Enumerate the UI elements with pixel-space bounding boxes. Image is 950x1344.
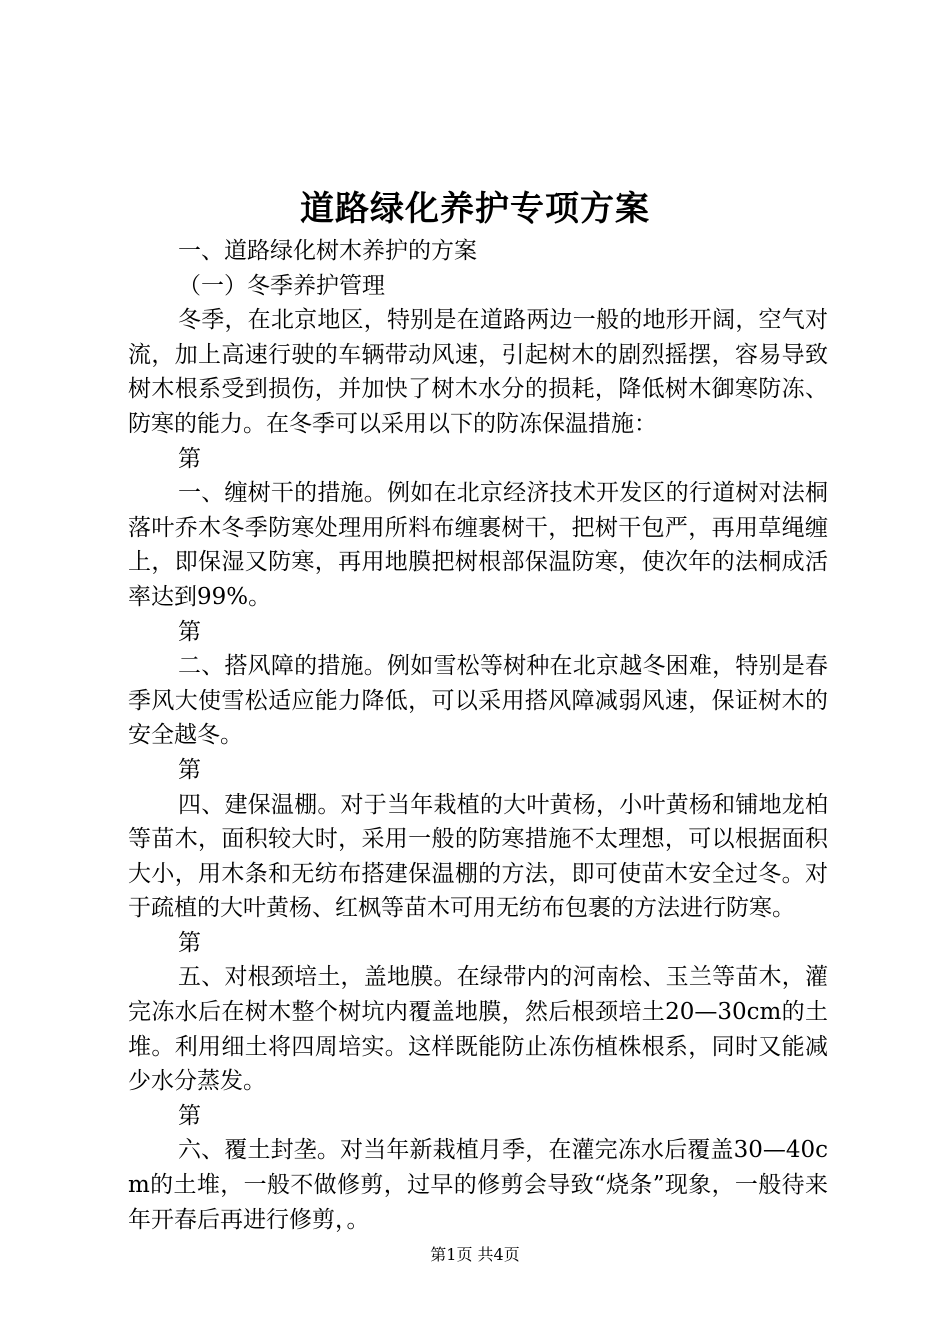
page-number-footer: 第1页 共4页: [430, 1245, 520, 1264]
paragraph-ordinal: 第: [178, 445, 201, 472]
document-body: [128, 234, 828, 1237]
heading-section-1: 一、道路绿化树木养护的方案: [178, 238, 477, 264]
paragraph-ordinal: 第: [178, 929, 201, 956]
paragraph-measure-4: 四、建保温棚。对于当年栽植的大叶黄杨，小叶黄杨和铺地龙柏等苗木，面积较大时，采用一般的防寒措施不太理想，可以根据面积大小，用木条和无纺布搭建保温棚的方法，即可使苗木安全过冬。对于疏植的大叶黄杨、红枫等苗木可用无纺布包裹的方法进行防寒。: [128, 791, 828, 922]
document-title: 道路绿化养护专项方案: [300, 189, 650, 229]
paragraph-intro: 冬季，在北京地区，特别是在道路两边一般的地形开阔，空气对流，加上高速行驶的车辆带动风速，引起树木的剧烈摇摆，容易导致树木根系受到损伤，并加快了树木水分的损耗，降低树木御寒防冻、防寒的能力。在冬季可以采用以下的防冻保温措施：: [128, 307, 828, 437]
paragraph-measure-6: 六、覆土封垄。对当年新栽植月季，在灌完冻水后覆盖30—40cm的土堆，一般不做修剪，过早的修剪会导致“烧条”现象，一般待来年开春后再进行修剪，。: [128, 1137, 828, 1233]
paragraph-measure-2: 二、搭风障的措施。例如雪松等树种在北京越冬困难，特别是春季风大使雪松适应能力降低，可以采用搭风障减弱风速，保证树木的安全越冬。: [128, 653, 828, 749]
heading-subsection-winter: （一）冬季养护管理: [178, 272, 385, 299]
paragraph-ordinal: 第: [178, 1102, 201, 1129]
paragraph-ordinal: 第: [178, 756, 201, 783]
paragraph-ordinal: 第: [178, 618, 201, 645]
paragraph-measure-5: 五、对根颈培土，盖地膜。在绿带内的河南桧、玉兰等苗木，灌完冻水后在树木整个树坑内覆盖地膜，然后根颈培土20—30cm的土堆。利用细土将四周培实。这样既能防止冻伤植株根系，同时又能减少水分蒸发。: [128, 964, 828, 1095]
paragraph-measure-1: 一、缠树干的措施。例如在北京经济技术开发区的行道树对法桐落叶乔木冬季防寒处理用所料布缠裹树干，把树干包严，再用草绳缠上，即保湿又防寒，再用地膜把树根部保温防寒，使次年的法桐成活率达到99%。: [128, 480, 828, 610]
